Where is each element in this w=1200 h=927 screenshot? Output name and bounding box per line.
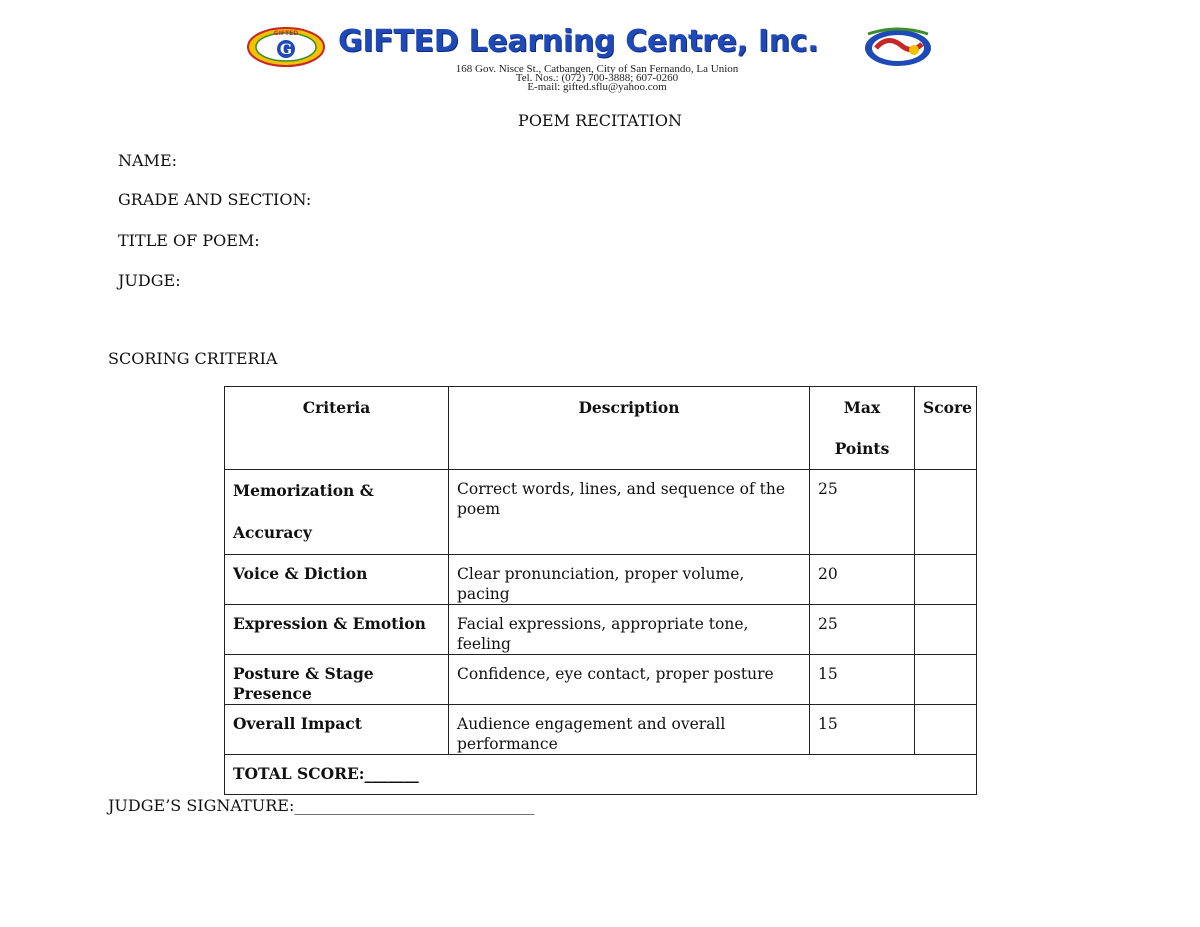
score-cell[interactable] (915, 470, 977, 555)
description-cell: Audience engagement and overall performance (449, 705, 810, 755)
table-row (225, 470, 977, 555)
email-line: E-mail: gifted.sflu@yahoo.com (527, 81, 667, 93)
criteria-line1: Memorization & (233, 481, 374, 500)
poem-title-field-label: TITLE OF POEM: (118, 231, 260, 250)
criteria-cell: Expression & Emotion (225, 605, 449, 655)
header-max-line2: Points (834, 439, 890, 458)
criteria-cell: Overall Impact (225, 705, 449, 755)
max-points-cell: 25 (810, 470, 915, 555)
table-row (225, 605, 977, 655)
score-cell[interactable] (915, 555, 977, 605)
scoring-table (224, 386, 977, 795)
seal-letter: G (280, 42, 292, 58)
max-points-cell: 20 (810, 555, 915, 605)
table-row (225, 705, 977, 755)
max-points-cell: 15 (810, 655, 915, 705)
total-score-cell[interactable]: TOTAL SCORE:_______ (225, 755, 977, 795)
organization-name: GIFTED Learning Centre, Inc. (338, 24, 819, 59)
header-max-points (810, 387, 915, 470)
grade-section-field-label: GRADE AND SECTION: (118, 190, 312, 209)
seal-text: GIFTED (273, 30, 299, 37)
description-cell: Confidence, eye contact, proper posture (449, 655, 810, 705)
header-max-line1: Max (843, 398, 881, 417)
score-cell[interactable] (915, 705, 977, 755)
scoring-criteria-heading: SCORING CRITERIA (108, 349, 278, 368)
judge-field-label: JUDGE: (118, 271, 181, 290)
score-cell[interactable] (915, 655, 977, 705)
max-points-cell: 25 (810, 605, 915, 655)
table-row (225, 655, 977, 705)
max-points-cell: 15 (810, 705, 915, 755)
total-row (225, 755, 977, 795)
table-row (225, 555, 977, 605)
criteria-cell: Voice & Diction (225, 555, 449, 605)
criteria-cell (225, 470, 449, 555)
description-cell: Facial expressions, appropriate tone, feeling (449, 605, 810, 655)
name-field-label: NAME: (118, 151, 178, 170)
judge-signature-line[interactable]: JUDGE’S SIGNATURE:______________________________ (108, 796, 535, 815)
address-line: 168 Gov. Nisce St., Catbangen, City of San Fernando, La Union (455, 63, 739, 75)
description-cell: Clear pronunciation, proper volume, pacing (449, 555, 810, 605)
telephone-line: Tel. Nos.: (072) 700-3888; 607-0260 (515, 72, 679, 84)
partner-emblem-logo (862, 24, 934, 68)
score-cell[interactable] (915, 605, 977, 655)
table-header-row (225, 387, 977, 470)
header-description: Description (449, 387, 810, 470)
description-cell: Correct words, lines, and sequence of the poem (449, 470, 810, 555)
school-seal-logo (246, 26, 326, 68)
page-title: POEM RECITATION (518, 111, 682, 130)
criteria-cell: Posture & Stage Presence (225, 655, 449, 705)
criteria-line2: Accuracy (233, 523, 312, 542)
header-criteria: Criteria (225, 387, 449, 470)
header-score: Score (915, 387, 977, 470)
